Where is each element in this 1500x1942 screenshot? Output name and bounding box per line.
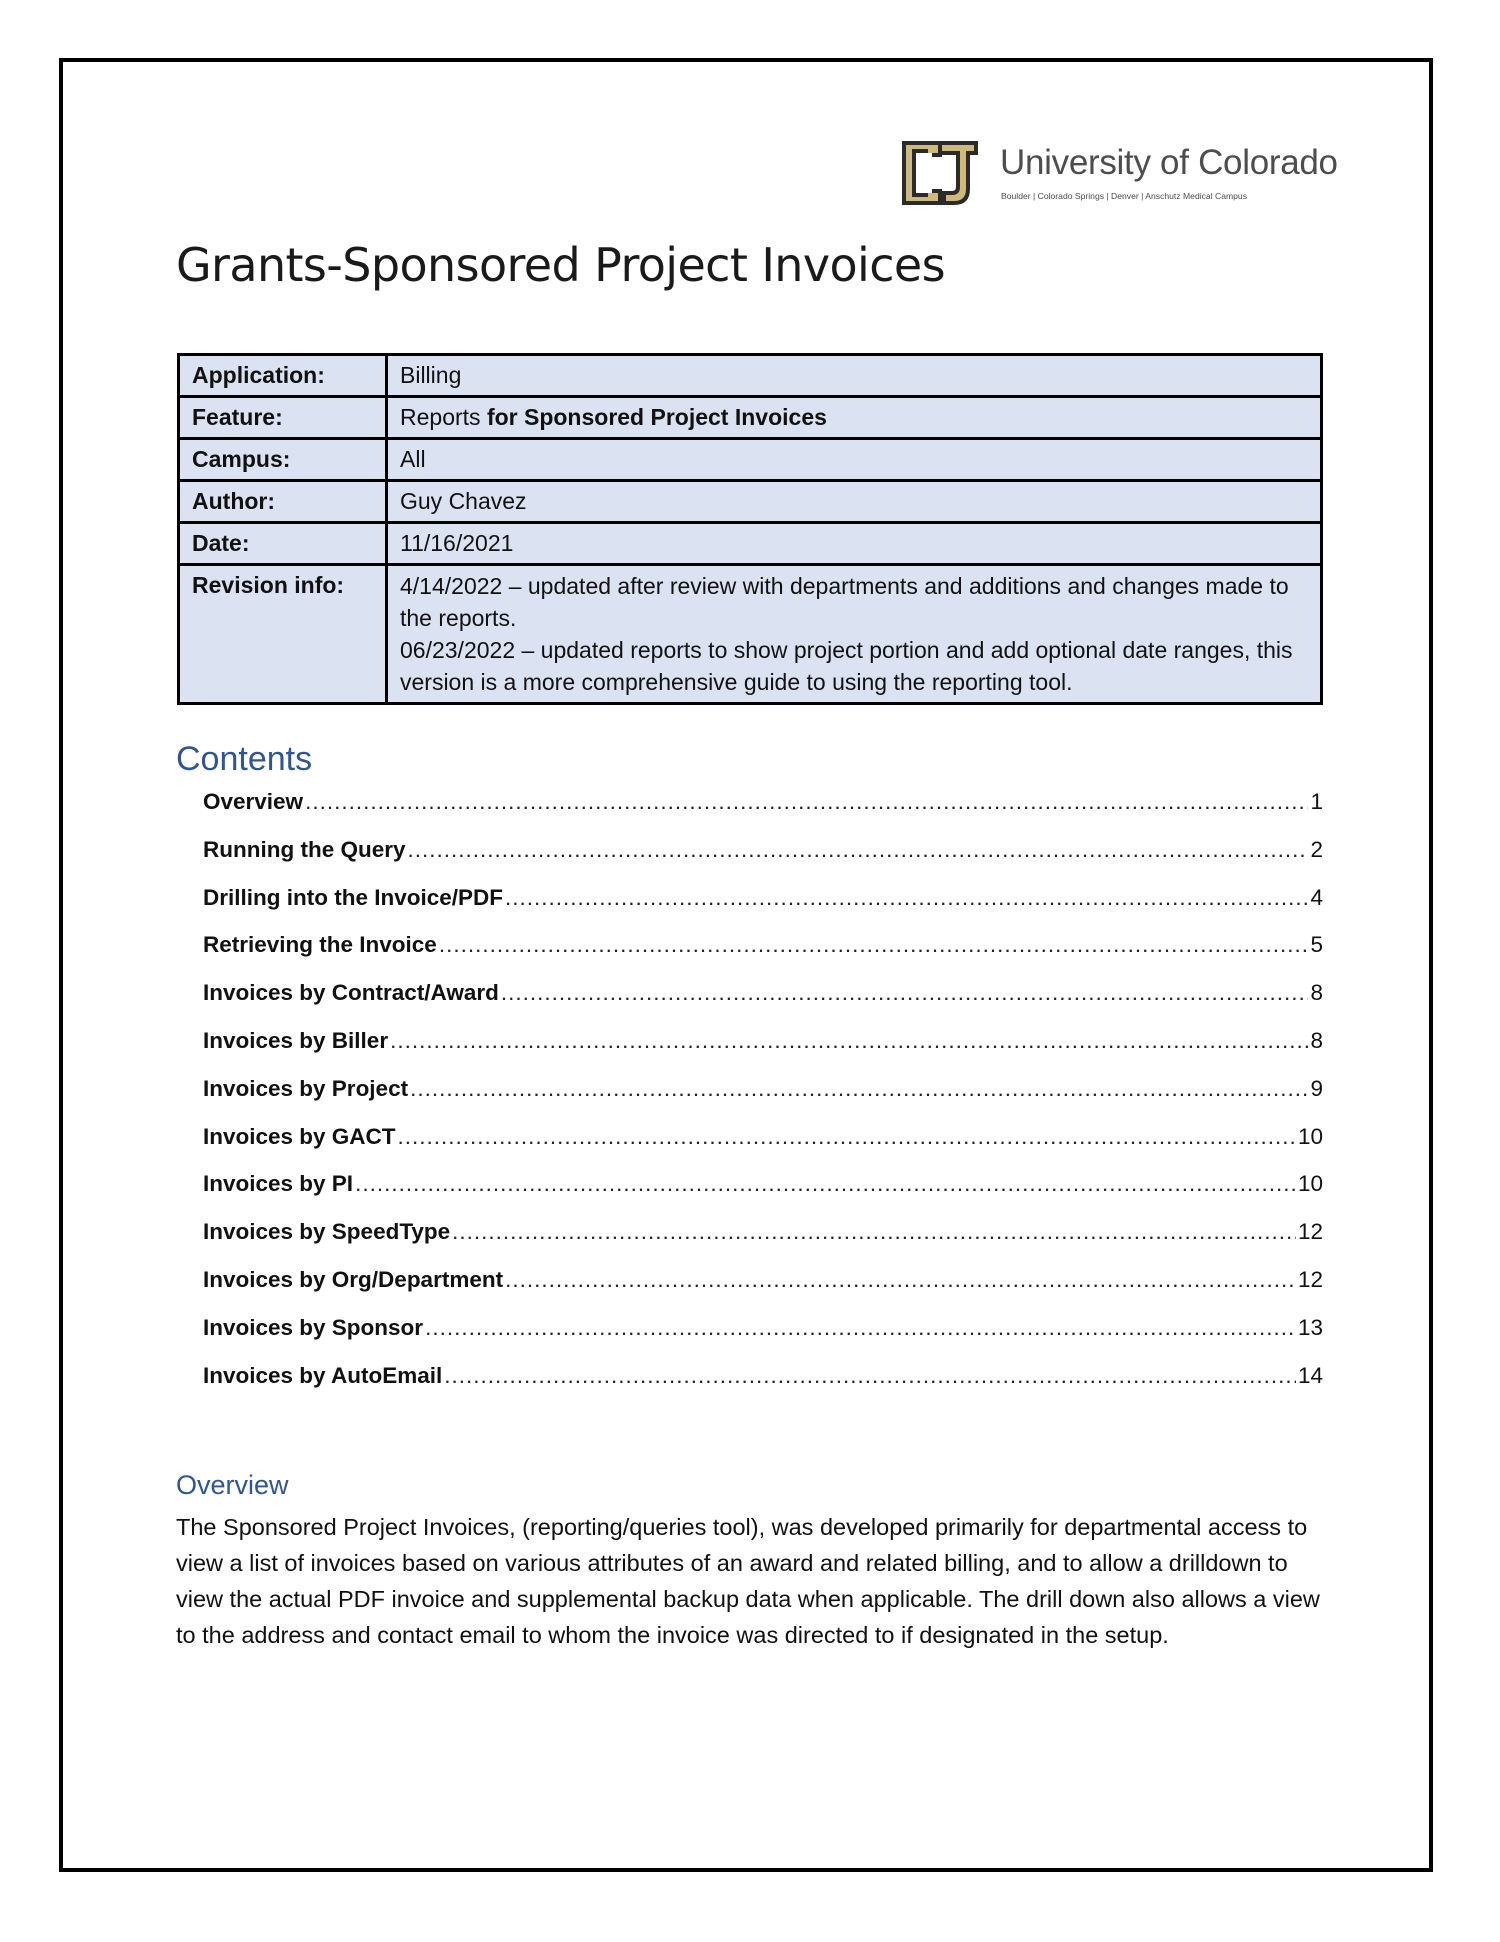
toc-leader <box>398 1124 1296 1150</box>
revision-entry-2: 06/23/2022 – updated reports to show project portion and add optional date ranges, this version is a more comprehensive guide to using the reporting tool. <box>400 637 1293 695</box>
toc-entry[interactable] <box>203 1315 1323 1363</box>
toc-page-number: 1 <box>1310 789 1323 814</box>
application-value: Billing <box>387 355 1322 397</box>
date-value: 11/16/2021 <box>387 523 1322 565</box>
application-label: Application: <box>179 355 387 397</box>
table-row <box>179 565 1322 704</box>
toc-page-number: 10 <box>1297 1171 1323 1197</box>
toc-entry-title[interactable]: Invoices by Org/Department <box>203 1266 504 1292</box>
toc-entry[interactable] <box>203 1171 1323 1219</box>
campus-value: All <box>387 439 1322 481</box>
toc-entry-title[interactable]: Invoices by Sponsor <box>203 1314 424 1340</box>
toc-entry[interactable] <box>203 789 1323 837</box>
table-row <box>179 355 1322 397</box>
toc-leader <box>425 1315 1296 1341</box>
overview-body: The Sponsored Project Invoices, (reporting/queries tool), was developed primarily for departmental access to view a list of invoices based on various attributes of an award and related billing, and to allow a drilldown to view the actual PDF invoice and supplemental backup data when applicable. The drill down also allows a view to the address and contact email to whom the invoice was directed to if designated in the setup. <box>176 1514 1320 1648</box>
contents-heading: Contents <box>176 740 313 778</box>
toc-entry-title[interactable]: Invoices by Project <box>203 1075 409 1101</box>
overview-heading: Overview <box>176 1470 289 1500</box>
campus-list: Boulder | Colorado Springs | Denver | Anschutz Medical Campus <box>1001 191 1248 201</box>
toc-entry-title[interactable]: Drilling into the Invoice/PDF <box>203 884 504 910</box>
toc-page-number: 2 <box>1310 836 1323 862</box>
campus-label: Campus: <box>179 439 387 481</box>
toc-entry[interactable] <box>203 980 1323 1028</box>
toc-page-number: 12 <box>1297 1266 1323 1292</box>
toc-leader <box>410 1076 1308 1102</box>
table-row <box>179 523 1322 565</box>
toc-page-number: 12 <box>1297 1219 1323 1245</box>
toc-leader <box>452 1219 1296 1245</box>
toc-entry-title[interactable]: Retrieving the Invoice <box>203 932 437 958</box>
toc-entry[interactable] <box>203 1028 1323 1076</box>
toc-page-number: 8 <box>1310 980 1323 1006</box>
table-row <box>179 397 1322 439</box>
revision-value <box>387 565 1322 704</box>
table-row <box>179 439 1322 481</box>
toc-entry[interactable] <box>203 1219 1323 1267</box>
toc-entry[interactable] <box>203 1124 1323 1172</box>
university-logo <box>898 133 1338 213</box>
feature-prefix: Reports <box>400 404 487 430</box>
table-row <box>179 481 1322 523</box>
toc-page-number: 5 <box>1310 932 1323 958</box>
toc-leader <box>439 932 1309 958</box>
toc-page-number: 8 <box>1310 1027 1323 1053</box>
document-title: Grants-Sponsored Project Invoices <box>176 238 945 292</box>
toc-leader <box>505 1267 1296 1293</box>
toc-entry[interactable] <box>203 885 1323 933</box>
toc-entry[interactable] <box>203 1363 1323 1411</box>
toc-entry-title[interactable]: Overview <box>203 789 304 814</box>
toc-leader <box>355 1171 1296 1197</box>
toc-leader <box>408 837 1309 863</box>
author-label: Author: <box>179 481 387 523</box>
document-info-table <box>177 353 1323 705</box>
author-value: Guy Chavez <box>387 481 1322 523</box>
toc-leader <box>501 980 1309 1006</box>
toc-page-number: 10 <box>1297 1123 1323 1149</box>
toc-page-number: 14 <box>1297 1362 1323 1388</box>
toc-entry[interactable] <box>203 1076 1323 1124</box>
date-label: Date: <box>179 523 387 565</box>
toc-leader <box>305 789 1308 815</box>
toc-entry-title[interactable]: Running the Query <box>203 836 406 862</box>
feature-label: Feature: <box>179 397 387 439</box>
toc-leader <box>505 885 1308 911</box>
toc-leader <box>390 1028 1308 1054</box>
toc-page-number: 13 <box>1297 1314 1323 1340</box>
university-name: University of Colorado <box>1000 143 1338 182</box>
feature-bold: for Sponsored Project Invoices <box>486 404 827 430</box>
revision-label: Revision info: <box>179 565 387 704</box>
toc-leader <box>444 1363 1296 1389</box>
toc-page-number: 9 <box>1310 1075 1323 1101</box>
cu-logo-icon <box>898 135 982 211</box>
revision-entry-1: 4/14/2022 – updated after review with departments and additions and changes made to the reports. <box>400 573 1289 631</box>
toc-entry-title[interactable]: Invoices by AutoEmail <box>203 1362 443 1388</box>
toc-entry-title[interactable]: Invoices by Biller <box>203 1027 389 1053</box>
toc-entry[interactable] <box>203 837 1323 885</box>
toc-page-number: 4 <box>1310 884 1323 910</box>
toc-entry-title[interactable]: Invoices by Contract/Award <box>203 980 499 1006</box>
toc-entry[interactable] <box>203 932 1323 980</box>
toc-entry-title[interactable]: Invoices by PI <box>203 1171 354 1197</box>
toc-entry-title[interactable]: Invoices by GACT <box>203 1123 396 1149</box>
toc-entry[interactable] <box>203 1267 1323 1315</box>
table-of-contents <box>203 789 1323 1410</box>
toc-entry-title[interactable]: Invoices by SpeedType <box>203 1219 451 1245</box>
feature-value <box>387 397 1322 439</box>
